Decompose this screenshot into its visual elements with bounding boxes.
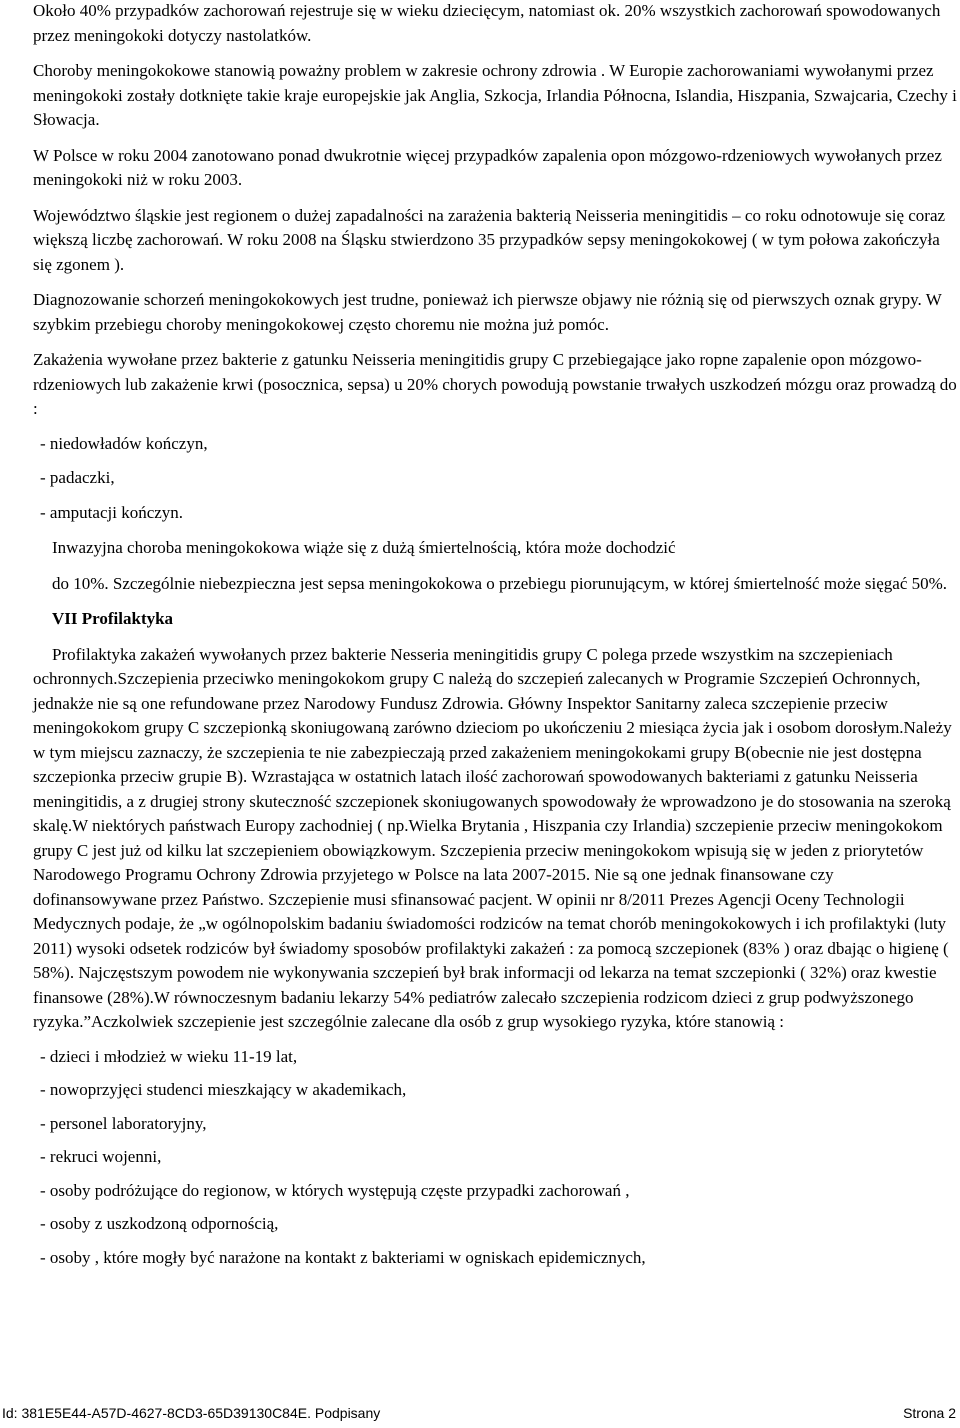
paragraph-silesia: Województwo śląskie jest regionem o dużej zapadalności na zarażenia bakterią Neisseria meningitidis – co roku odnotowuje się coraz większą liczbę zachorowań. W roku 2008 na Śląsku stwierdzono 35 przypadków sepsy meningokokowej ( w tym połowa zakończyła się zgonem ).: [33, 205, 946, 274]
complications-list: [33, 432, 957, 526]
paragraph-europe: Choroby meningokokowe stanowią poważny problem w zakresie ochrony zdrowia . W Europie zachorowaniami wywołanymi przez meningokoki zostały dotknięte takie kraje europejskie jak Anglia, Szkocja, Irlandia Północna, Islandia, Hiszpania, Szwajcaria, Czechy i Słowacja.: [33, 61, 957, 129]
paragraph-diagnosis: Diagnozowanie schorzeń meningokokowych jest trudne, ponieważ ich pierwsze objawy nie różnią się od pierwszych oznak grypy. W szybkim przebiegu choroby meningokokowej często choremu nie można już pomóc.: [33, 290, 942, 334]
document-id: Id: 381E5E44-A57D-4627-8CD3-65D39130C84E. Podpisany: [2, 1405, 381, 1421]
page-number: Strona 2: [903, 1405, 956, 1421]
paragraph-poland-2004: W Polsce w roku 2004 zanotowano ponad dwukrotnie więcej przypadków zapalenia opon mózgowo-rdzeniowych wywołanych przez meningokoki niż w roku 2003.: [33, 145, 942, 189]
list-item: - niedowładów kończyn,: [40, 433, 208, 453]
page-footer: [2, 1404, 956, 1422]
list-item: - nowoprzyjęci studenci mieszkający w akademikach,: [40, 1080, 407, 1099]
list-item: - osoby podróżujące do regionow, w których występują częste przypadki zachorowań ,: [40, 1180, 630, 1200]
paragraph-age-incidence: Około 40% przypadków zachorowań rejestruje się w wieku dziecięcym, natomiast ok. 20% wszystkich zachorowań spowodowanych przez meningokoki dotyczy nastolatków.: [33, 1, 941, 45]
paragraph-complications: Zakażenia wywołane przez bakterie z gatunku Neisseria meningitidis grupy C przebiegające jako ropne zapalenie opon mózgowo-rdzeniowych lub zakażenie krwi (posocznica, sepsa) u 20% chorych powodują powstanie trwałych uszkodzeń mózgu oraz prowadzą do :: [33, 350, 957, 418]
list-item: - padaczki,: [40, 468, 115, 487]
paragraph-mortality-intro: Inwazyjna choroba meningokokowa wiąże się z dużą śmiertelnością, która może dochodzić: [52, 538, 676, 557]
list-item: - dzieci i młodzież w wieku 11-19 lat,: [40, 1046, 298, 1066]
list-item: - osoby z uszkodzoną odpornością,: [40, 1214, 279, 1233]
paragraph-mortality: do 10%. Szczególnie niebezpieczna jest sepsa meningokokowa o przebiegu piorunującym, w której śmiertelność może sięgać 50%.: [52, 573, 948, 593]
risk-groups-list: [33, 1045, 957, 1271]
section-heading: VII Profilaktyka: [52, 609, 174, 628]
list-item: - amputacji kończyn.: [40, 502, 184, 522]
list-item: - personel laboratoryjny,: [40, 1113, 207, 1133]
list-item: - osoby , które mogły być narażone na kontakt z bakteriami w ogniskach epidemicznych,: [40, 1247, 646, 1267]
document-body: [33, 0, 957, 1270]
list-item: - rekruci wojenni,: [40, 1147, 162, 1166]
paragraph-prophylaxis: Profilaktyka zakażeń wywołanych przez bakterie Nesseria meningitidis grupy C polega przede wszystkim na szczepieniach ochronnych.Szczepienia przeciwko meningokokom grupy C należą do szczepień zalecanych w Programie Szczepień Ochronnych, jednakże nie są one refundowane przez Narodowy Fundusz Zdrowia. Główny Inspektor Sanitarny zaleca szczepienie przeciw meningokokom grupy C szczepionką skoniugowaną zarówno dzieciom po ukończeniu 2 miesiąca życia jak i osobom dorosłym.Należy w tym miejscu zaznaczy, że szczepienia te nie zabezpieczają przed zakażeniem meningokokami grupy B(obecnie nie jest dostępna szczepionka przeciw grupie B). Wzrastająca w ostatnich latach ilość zachorowań spowodowanych bakteriami z gatunku Neisseria meningitidis, a z drugiej strony skuteczność szczepionek skoniugowanych spowodowały że wprowadzono je do stosowania na szeroką skalę.W niektórych państwach Europy zachodniej ( np.Wielka Brytania , Hiszpania czy Irlandia) szczepienie przeciw meningokokom grupy C jest już od kilku lat szczepieniem obowiązkowym. Szczepienia przeciw meningokokom wpisują się w jeden z priorytetów Narodowego Programu Ochrony Zdrowia przyjetego w Polsce na lata 2007-2015. Nie są one jednak finansowane czy dofinansowywane przez Państwo. Szczepienie musi sfinansować pacjent. W opinii nr 8/2011 Prezes Agencji Oceny Technologii Medycznych podaje, że „w ogólnopolskim badaniu świadomości rodziców na temat chorób meningokokowych i ich profilaktyki (luty 2011) wysoki odsetek rodziców był świadomy sposobów profilaktyki zakażeń : za pomocą szczepionek (83% ) oraz dbając o higienę ( 58%). Najczęstszym powodem nie wykonywania szczepień był brak informacji od lekarza na temat szczepionki ( 32%) oraz kwestie finansowe (28%).W równoczesnym badaniu lekarzy 54% pediatrów zalecało szczepienia rodzicom dzieci z grup podwyższonego ryzyka.”Aczkolwiek szczepienie jest szczególnie zalecane dla osób z grup wysokiego ryzyka, które stanowią :: [33, 644, 952, 1031]
